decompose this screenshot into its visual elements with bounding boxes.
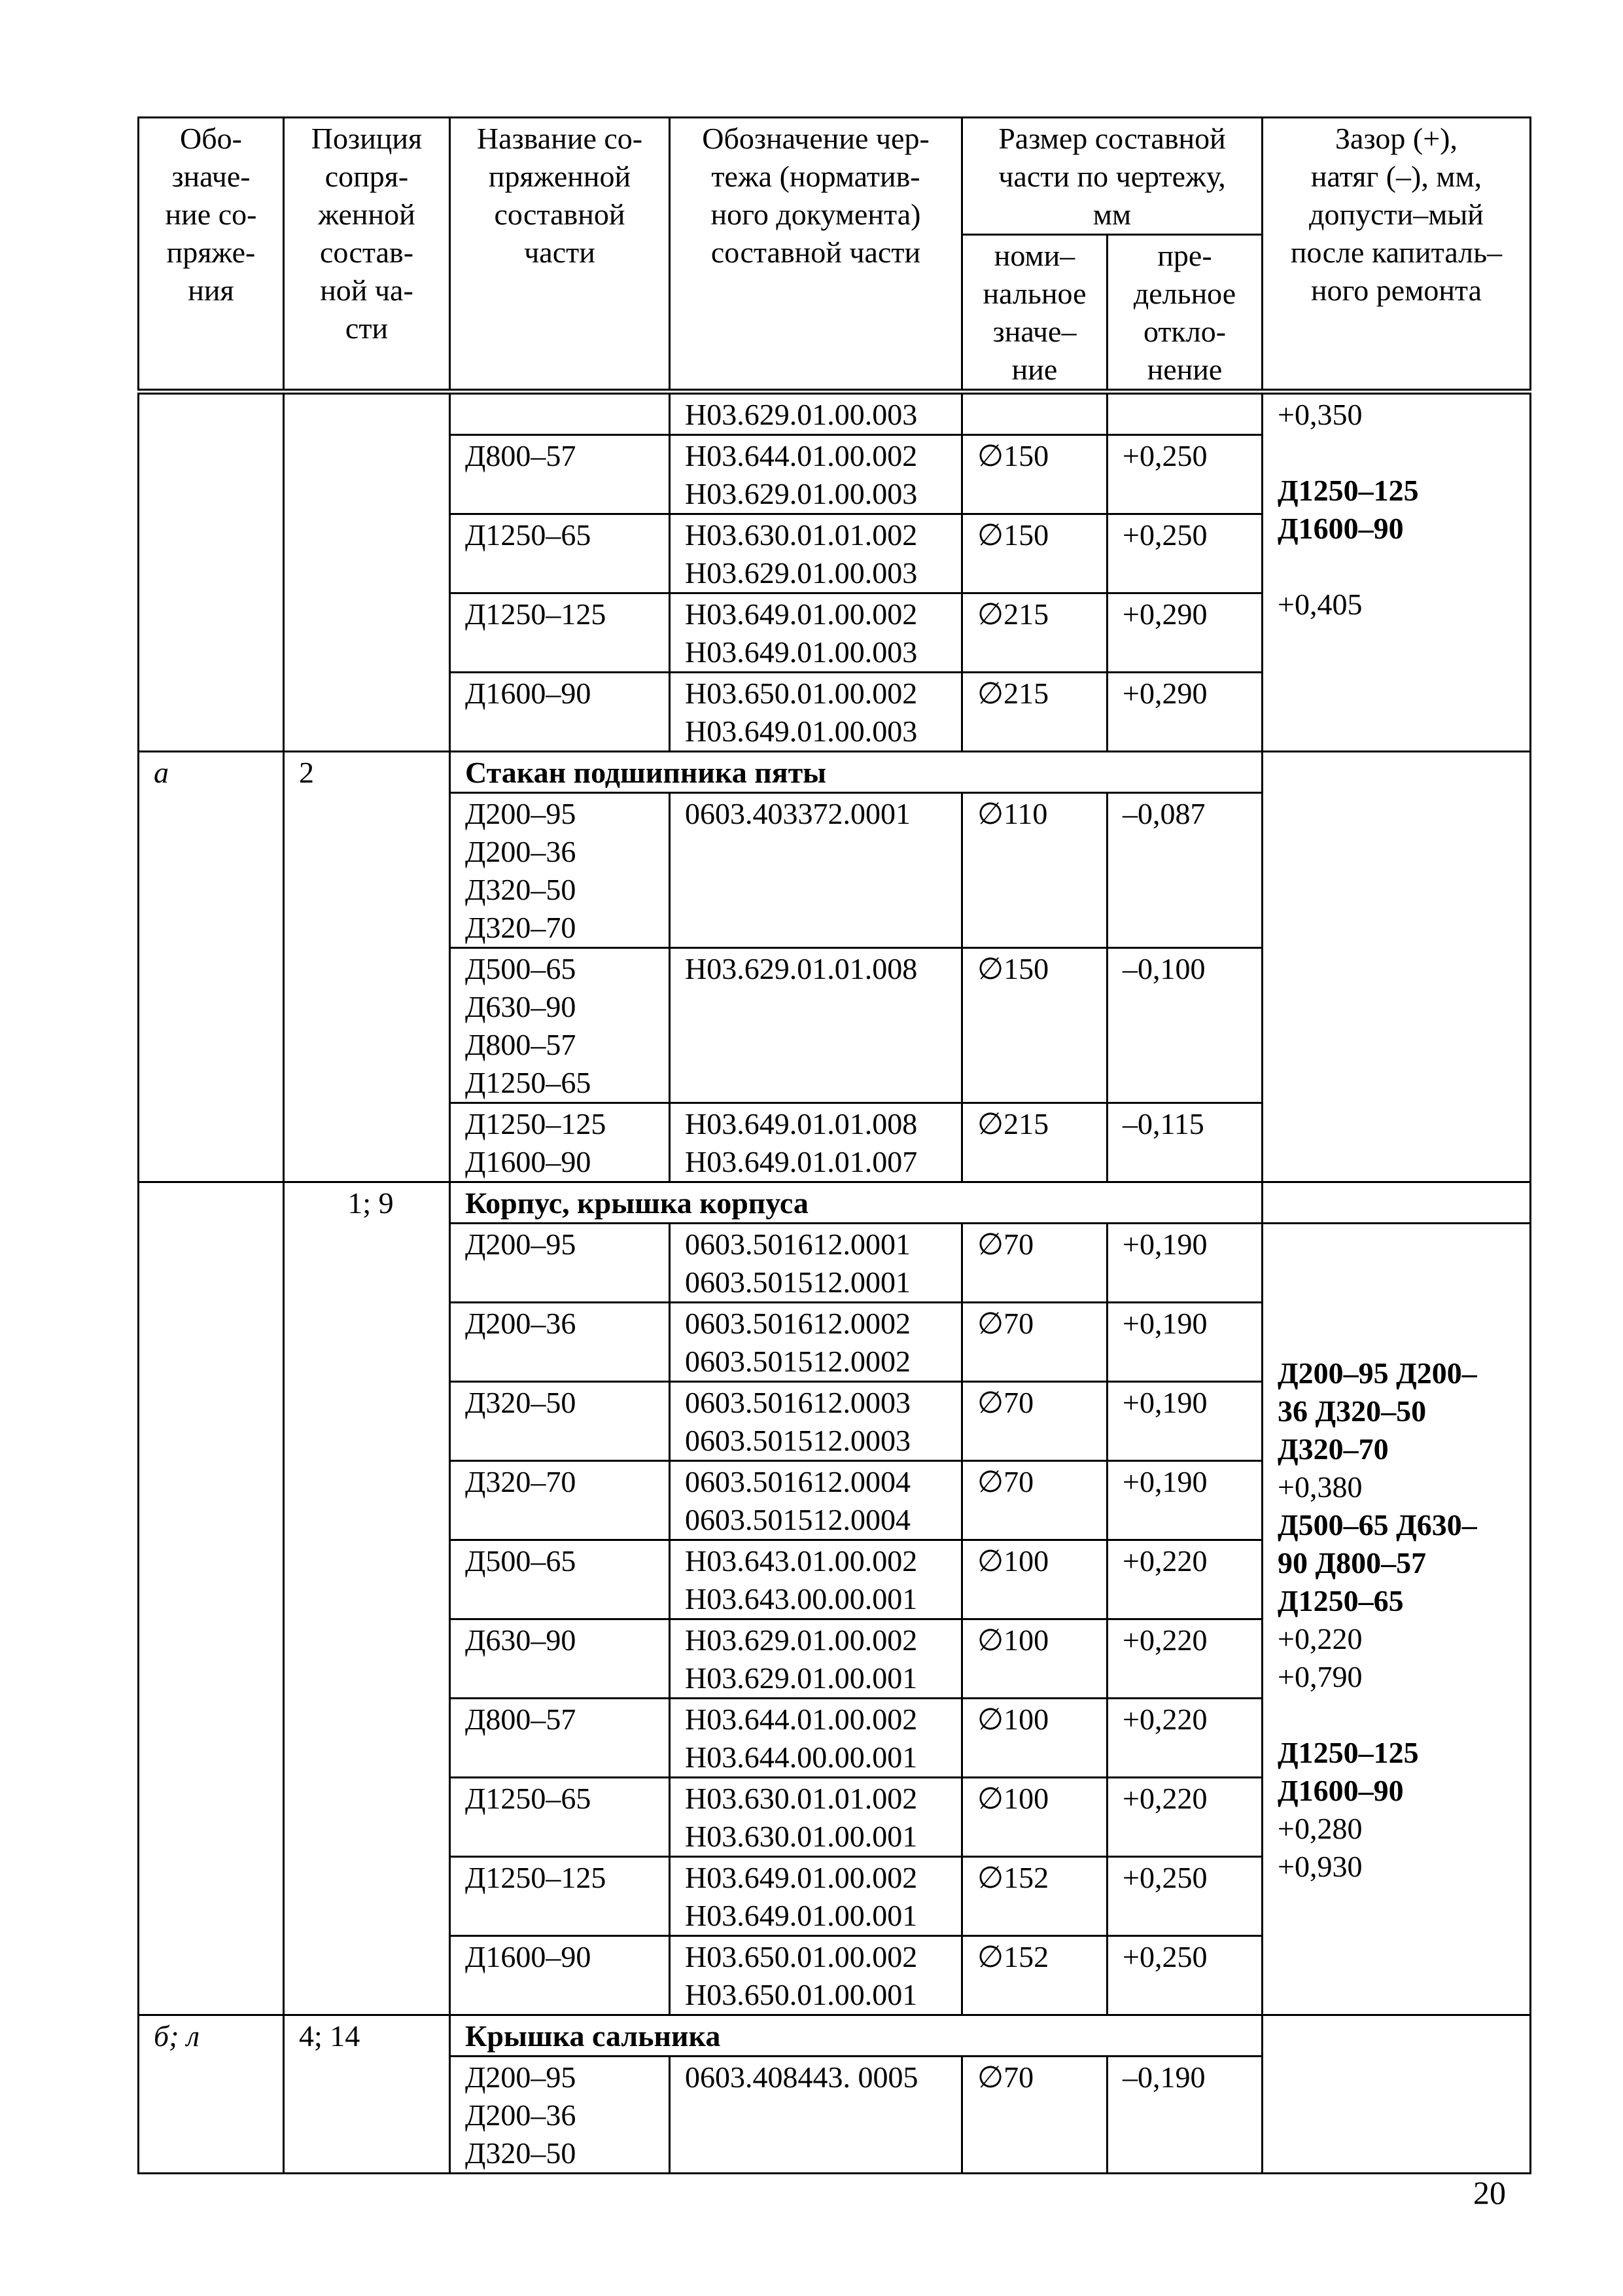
- header-position: Позиция сопря- женной состав- ной ча- сти: [284, 118, 450, 392]
- header-clearance: Зазор (+), натяг (–), мм, допусти–мый после капиталь– ного ремонта: [1263, 118, 1531, 392]
- nominal-cell: ∅150: [962, 948, 1108, 1103]
- deviation-cell: +0,290: [1108, 593, 1263, 673]
- deviation-cell: +0,250: [1108, 514, 1263, 593]
- deviation-cell: +0,250: [1108, 1936, 1263, 2015]
- drawing-cell: 0603.403372.0001: [670, 793, 962, 948]
- header-nominal: номи– нальное значе– ние: [962, 235, 1108, 392]
- drawing-cell: Н03.650.01.00.002 Н03.649.01.00.003: [670, 673, 962, 752]
- name-cell: Д320–70: [450, 1461, 670, 1540]
- header-mark: Обо- значе- ние со- пряже- ния: [139, 118, 284, 392]
- nominal-cell: ∅150: [962, 514, 1108, 593]
- name-cell: Д200–95 Д200–36 Д320–50 Д320–70: [450, 793, 670, 948]
- nominal-cell: ∅100: [962, 1619, 1108, 1699]
- drawing-cell: 0603.501612.0004 0603.501512.0004: [670, 1461, 962, 1540]
- position-cell: [284, 392, 450, 752]
- nominal-cell: ∅70: [962, 2057, 1108, 2174]
- nominal-cell: ∅100: [962, 1699, 1108, 1778]
- deviation-cell: +0,190: [1108, 1303, 1263, 1382]
- clearance-cell-empty: [1263, 1182, 1531, 1224]
- nominal-cell: ∅215: [962, 593, 1108, 673]
- deviation-cell: +0,190: [1108, 1224, 1263, 1303]
- nominal-cell: ∅110: [962, 793, 1108, 948]
- position-cell: 4; 14: [284, 2015, 450, 2174]
- name-cell: Д200–36: [450, 1303, 670, 1382]
- header-drawing: Обозначение чер- тежа (норматив- ного документа) составной части: [670, 118, 962, 392]
- name-cell: Д500–65 Д630–90 Д800–57 Д1250–65: [450, 948, 670, 1103]
- deviation-cell: –0,115: [1108, 1103, 1263, 1182]
- name-cell: Д200–95 Д200–36 Д320–50: [450, 2057, 670, 2174]
- name-cell: Д500–65: [450, 1540, 670, 1619]
- name-cell: Д800–57: [450, 435, 670, 514]
- mark-cell: [139, 392, 284, 752]
- clearance-cell: [1263, 752, 1531, 1182]
- deviation-cell: –0,100: [1108, 948, 1263, 1103]
- name-cell: [450, 392, 670, 435]
- drawing-cell: Н03.630.01.01.002 Н03.630.01.00.001: [670, 1778, 962, 1857]
- nominal-cell: ∅150: [962, 435, 1108, 514]
- header-deviation: пре- дельное откло- нение: [1108, 235, 1263, 392]
- drawing-cell: 0603.501612.0001 0603.501512.0001: [670, 1224, 962, 1303]
- name-cell: Д1250–125 Д1600–90: [450, 1103, 670, 1182]
- section-title-row: [139, 752, 1531, 793]
- nominal-cell: ∅70: [962, 1461, 1108, 1540]
- drawing-cell: Н03.629.01.00.003: [670, 392, 962, 435]
- drawing-cell: Н03.649.01.01.008 Н03.649.01.01.007: [670, 1103, 962, 1182]
- section-title: Крышка сальника: [450, 2015, 1263, 2057]
- name-cell: Д1250–125: [450, 593, 670, 673]
- drawing-cell: Н03.644.01.00.002 Н03.629.01.00.003: [670, 435, 962, 514]
- deviation-cell: +0,190: [1108, 1382, 1263, 1461]
- drawing-cell: Н03.629.01.00.002 Н03.629.01.00.001: [670, 1619, 962, 1699]
- drawing-cell: Н03.649.01.00.002 Н03.649.01.00.001: [670, 1857, 962, 1936]
- name-cell: Д1250–65: [450, 1778, 670, 1857]
- nominal-cell: ∅215: [962, 1103, 1108, 1182]
- nominal-cell: ∅215: [962, 673, 1108, 752]
- name-cell: Д1250–125: [450, 1857, 670, 1936]
- drawing-cell: Н03.644.01.00.002 Н03.644.00.00.001: [670, 1699, 962, 1778]
- name-cell: Д1600–90: [450, 1936, 670, 2015]
- nominal-cell: ∅70: [962, 1224, 1108, 1303]
- name-cell: Д1600–90: [450, 673, 670, 752]
- nominal-cell: ∅152: [962, 1857, 1108, 1936]
- name-cell: Д800–57: [450, 1699, 670, 1778]
- name-cell: Д630–90: [450, 1619, 670, 1699]
- name-cell: Д320–50: [450, 1382, 670, 1461]
- drawing-cell: 0603.501612.0002 0603.501512.0002: [670, 1303, 962, 1382]
- nominal-cell: ∅100: [962, 1540, 1108, 1619]
- deviation-cell: [1108, 392, 1263, 435]
- component-table: [137, 116, 1531, 2174]
- header-size: Размер составной части по чертежу, мм: [962, 118, 1263, 235]
- clearance-cell: [1263, 2015, 1531, 2174]
- drawing-cell: 0603.408443. 0005: [670, 2057, 962, 2174]
- deviation-cell: +0,220: [1108, 1699, 1263, 1778]
- deviation-cell: +0,190: [1108, 1461, 1263, 1540]
- position-cell: 1; 9: [284, 1182, 450, 2015]
- mark-cell: б; л: [139, 2015, 284, 2174]
- section-title-row: [139, 2015, 1531, 2057]
- position-cell: 2: [284, 752, 450, 1182]
- deviation-cell: –0,087: [1108, 793, 1263, 948]
- header-name: Название со- пряженной составной части: [450, 118, 670, 392]
- deviation-cell: +0,290: [1108, 673, 1263, 752]
- drawing-cell: 0603.501612.0003 0603.501512.0003: [670, 1382, 962, 1461]
- name-cell: Д1250–65: [450, 514, 670, 593]
- section-title: Корпус, крышка корпуса: [450, 1182, 1263, 1224]
- clearance-cell: +0,350 Д1250–125 Д1600–90 +0,405: [1263, 392, 1531, 752]
- page-number: 20: [1473, 2174, 1506, 2211]
- name-cell: Д200–95: [450, 1224, 670, 1303]
- deviation-cell: +0,220: [1108, 1619, 1263, 1699]
- deviation-cell: +0,250: [1108, 1857, 1263, 1936]
- table-row: [139, 392, 1531, 435]
- nominal-cell: ∅152: [962, 1936, 1108, 2015]
- drawing-cell: Н03.629.01.01.008: [670, 948, 962, 1103]
- nominal-cell: ∅100: [962, 1778, 1108, 1857]
- deviation-cell: +0,220: [1108, 1778, 1263, 1857]
- drawing-cell: Н03.649.01.00.002 Н03.649.01.00.003: [670, 593, 962, 673]
- deviation-cell: –0,190: [1108, 2057, 1263, 2174]
- nominal-cell: [962, 392, 1108, 435]
- deviation-cell: +0,250: [1108, 435, 1263, 514]
- mark-cell: а: [139, 752, 284, 1182]
- drawing-cell: Н03.630.01.01.002 Н03.629.01.00.003: [670, 514, 962, 593]
- section-title: Стакан подшипника пяты: [450, 752, 1263, 793]
- component-table-wrapper: [137, 116, 1531, 2174]
- mark-cell: [139, 1182, 284, 2015]
- drawing-cell: Н03.643.01.00.002 Н03.643.00.00.001: [670, 1540, 962, 1619]
- section-title-row: [139, 1182, 1531, 1224]
- nominal-cell: ∅70: [962, 1382, 1108, 1461]
- deviation-cell: +0,220: [1108, 1540, 1263, 1619]
- nominal-cell: ∅70: [962, 1303, 1108, 1382]
- drawing-cell: Н03.650.01.00.002 Н03.650.01.00.001: [670, 1936, 962, 2015]
- clearance-cell: Д200–95 Д200– 36 Д320–50 Д320–70 +0,380 Д500–65 Д630– 90 Д800–57 Д1250–65 +0,220 +0,790 Д1250–125 Д1600–90 +0,280 +0,930: [1263, 1224, 1531, 2015]
